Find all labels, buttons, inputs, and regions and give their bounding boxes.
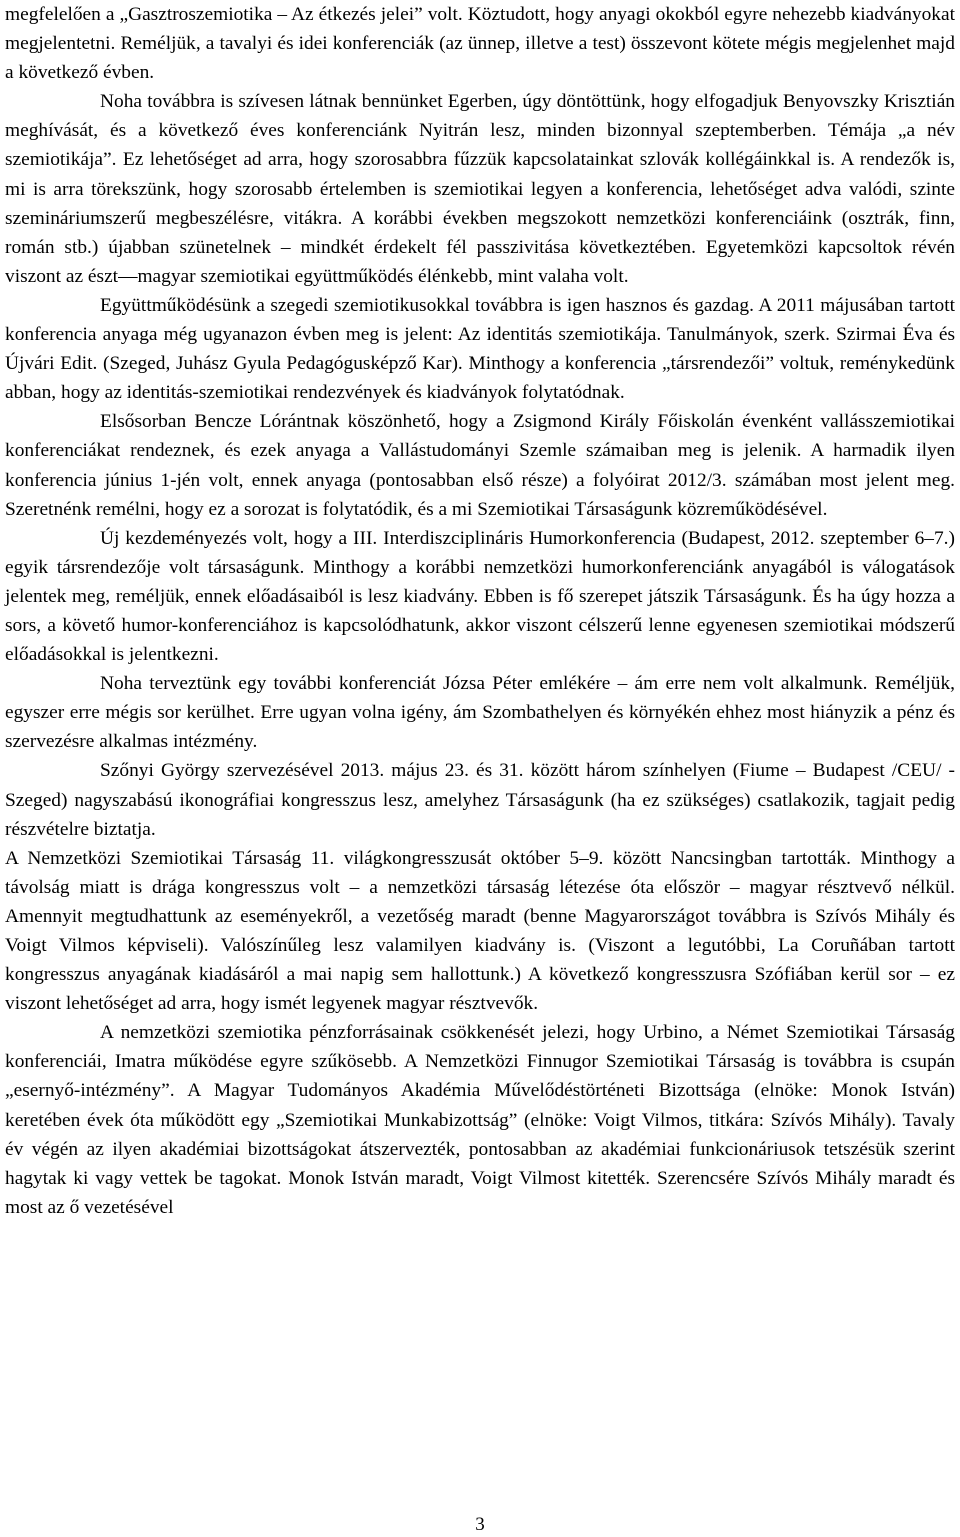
paragraph-1: megfelelően a „Gasztroszemiotika – Az étkezés jelei” volt. Köztudott, hogy anyagi okokból egyre nehezebb kiadványokat megjelentetni. Reméljük, a tavalyi és idei konferenciák (az ünnep, illetve a test) összevont kötete mégis megjelenhet majd a következő évben. xyxy=(5,4,955,84)
paragraph-5: Új kezdeményezés volt, hogy a III. Interdiszciplináris Humorkonferencia (Budapest, 2012. szeptember 6–7.) egyik társrendezője volt társaságunk. Minthogy a korábbi nemzetközi humorkonferenciánk anyagából is válogatások jelentek meg, reméljük, ennek előadásaiból is lesz kiadvány. Ebben is fő szerepet játszik Társaságunk. És ha úgy hozza a sors, a követő humor-konferenciához is kapcsolódhatunk, akkor viszont célszerű lenne egyenesen szemiotikai módszerű előadásokkal is jelentkezni. xyxy=(5,527,955,666)
paragraph-8: A Nemzetközi Szemiotikai Társaság 11. világkongresszusát október 5–9. között Nancsingban tartották. Minthogy a távolság miatt is drága kongresszus volt – a nemzetközi társaság létezése óta először – magyar résztvevő nélkül. Amennyit megtudhattunk az eseményekről, a vezetőség maradt (benne Magyarországot továbbra is Szívós Mihály és Voigt Vilmos képviseli). Valószínűleg lesz valamilyen kiadvány is. (Viszont a legutóbbi, La Coruñában tartott kongresszus anyagának kiadásáról a mai napig sem hallottunk.) A következő kongresszusra Szófiában kerül sor – ez viszont lehetőséget ad arra, hogy ismét legyenek magyar résztvevők. xyxy=(5,847,955,1015)
paragraph-3: Együttműködésünk a szegedi szemiotikusokkal továbbra is igen hasznos és gazdag. A 2011 májusában tartott konferencia anyaga még ugyanazon évben meg is jelent: Az identitás szemiotikája. Tanulmányok, szerk. Szirmai Éva és Újvári Edit. (Szeged, Juhász Gyula Pedagógusképző Kar). Minthogy a konferencia „társrendezői” voltuk, reménykedünk abban, hogy az identitás-szemiotikai rendezvények és kiadványok folytatódnak. xyxy=(5,294,955,404)
paragraph-9: A nemzetközi szemiotika pénzforrásainak csökkenését jelezi, hogy Urbino, a Német Szemiotikai Társaság konferenciái, Imatra működése egyre szűkösebb. A Nemzetközi Finnugor Szemiotikai Társaság is továbbra is csupán „esernyő-intézmény”. A Magyar Tudományos Akadémia Művelődéstörténeti Bizottsága (elnöke: Monok István) keretében évek óta működött egy „Szemiotikai Munkabizottság” (elnöke: Voigt Vilmos, titkára: Szívós Mihály). Tavaly év végén az ilyen akadémiai bizottságokat átszervezték, pontosabban az akadémiai funkcionáriusok tetszésük szerint hagytak ki vagy vettek be tagokat. Monok István maradt, Voigt Vilmost kitették. Szerencsére Szívós Mihály maradt és most az ő vezetésével xyxy=(5,1022,955,1218)
paragraph-7: Szőnyi György szervezésével 2013. május 23. és 31. között három színhelyen (Fiume – Budapest /CEU/ - Szeged) nagyszabású ikonográfiai kongresszus lesz, amelyhez Társaságunk (ha ez szükséges) csatlakozik, tagjait pedig részvételre biztatja. xyxy=(5,760,955,840)
paragraph-6: Noha terveztünk egy további konferenciát Józsa Péter emlékére – ám erre nem volt alkalmunk. Reméljük, egyszer erre mégis sor kerülhet. Erre ugyan volna igény, ám Szombathelyen és környékén ehhez most hiányzik a pénz és szervezésre alkalmas intézmény. xyxy=(5,673,955,753)
paragraph-2: Noha továbbra is szívesen látnak bennünket Egerben, úgy döntöttünk, hogy elfogadjuk Benyovszky Krisztián meghívását, és a következő éves konferenciánk Nyitrán lesz, minden bizonnyal szeptemberben. Témája „a név szemiotikája”. Ez lehetőséget ad arra, hogy szorosabbra fűzzük kapcsolatainkat szlovák kollégáinkkal is. A rendezők is, mi is arra törekszünk, hogy szorosabb értelemben is szemiotikai legyen a konferencia, lehetőséget adva valódi, szinte szemináriumszerű megbeszélésre, vitákra. A korábbi években megszokott nemzetközi konferenciáink (osztrák, finn, román stb.) újabban szünetelnek – mindkét érdekelt fél passzivitása következtében. Egyetemközi kapcsoltok révén viszont az észt—magyar szemiotikai együttműködés élénkebb, mint valaha volt. xyxy=(5,91,955,287)
document-body xyxy=(5,0,955,1222)
paragraph-4: Elsősorban Bencze Lórántnak köszönhető, hogy a Zsigmond Király Főiskolán évenként vallásszemiotikai konferenciákat rendeznek, és ezek anyaga a Vallástudományi Szemle számaiban meg is jelenik. A harmadik ilyen konferencia június 1-jén volt, ennek anyaga (pontosabban első része) a folyóirat 2012/3. számában most jelent meg. Szeretnénk remélni, hogy ez a sorozat is folytatódik, és a mi Szemiotikai Társaságunk közreműködésével. xyxy=(5,411,955,520)
page-number: 3 xyxy=(475,1514,485,1535)
